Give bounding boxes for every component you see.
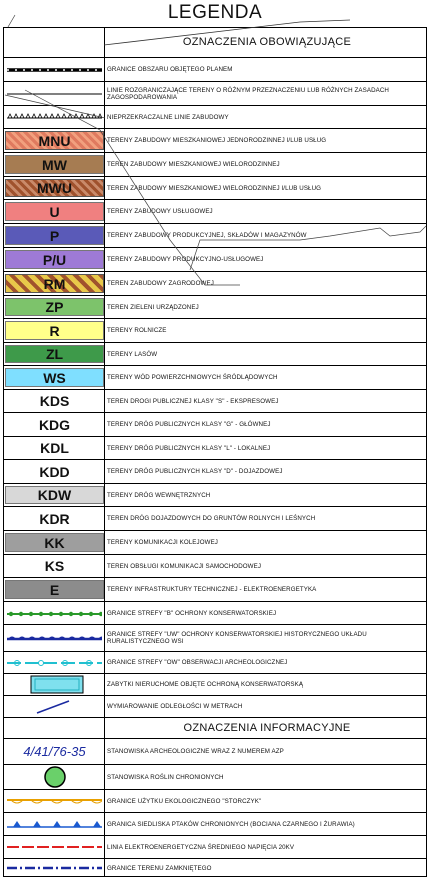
legend-code: MNU (38, 132, 71, 149)
legend-title: LEGENDA (167, 2, 263, 23)
legend-symbol-ks (5, 557, 104, 575)
section-title: OZNACZENIA INFORMACYJNE (183, 722, 351, 734)
legend-code: KDG (38, 416, 71, 433)
legend-row (3, 577, 427, 601)
legend-symbol (5, 792, 104, 810)
legend-row (3, 651, 427, 673)
legend-row (3, 81, 427, 105)
legend-description: LINIA ELEKTROENERGETYCZNA ŚREDNIEGO NAPIĘCIA 20KV (107, 843, 295, 851)
legend-code: E (49, 581, 60, 598)
legend-description: GRANICE STREFY "OW" OBSERWACJI ARCHEOLOGICZNEJ (107, 659, 288, 666)
legend-code: MWU (37, 180, 72, 196)
legend-row (3, 342, 427, 365)
legend-symbol (5, 767, 104, 787)
legend-row (3, 483, 427, 506)
legend-symbol-4417635 (5, 741, 104, 762)
legend-symbol-r (5, 321, 104, 340)
legend-symbol (5, 84, 104, 103)
legend-code: KDS (39, 393, 70, 409)
legend-description: GRANICE TERENU ZAMKNIĘTEGO (107, 864, 212, 872)
legend-symbol (5, 838, 104, 856)
legend-row (3, 812, 427, 835)
legend-code: KDL (40, 440, 69, 456)
legend-row (3, 271, 427, 295)
legend-description: TEREN ZABUDOWY ZAGRODOWEJ (107, 280, 214, 287)
legend-description: TERENY ZABUDOWY USŁUGOWEJ (107, 208, 213, 215)
legend-row (3, 436, 427, 459)
legend-symbol (5, 60, 104, 79)
legend-row (3, 764, 427, 789)
legend-code: MW (42, 156, 67, 173)
legend-row (3, 835, 427, 858)
section-header-info (3, 717, 427, 738)
legend-symbol-rm (5, 274, 104, 293)
legend-symbol (5, 676, 104, 693)
legend-row (3, 247, 427, 271)
legend-row (3, 199, 427, 223)
legend-description: TERENY DRÓG PUBLICZNYCH KLASY "D" - DOJAZDOWEJ (107, 468, 283, 475)
legend-description: NIEPRZEKRACZALNE LINIE ZABUDOWY (107, 113, 229, 121)
legend-code: KDD (39, 463, 70, 480)
legend-row (3, 459, 427, 483)
legend-description: TERENY DRÓG WEWNĘTRZNYCH (107, 491, 211, 499)
legend-code: KDR (39, 510, 70, 527)
legend-code: R (49, 322, 60, 339)
legend-row (3, 624, 427, 651)
legend-symbol-kdl (5, 439, 104, 457)
legend-symbol-ws (5, 368, 104, 387)
legend-symbol (5, 627, 104, 649)
legend-row (3, 295, 427, 318)
legend-row (3, 601, 427, 625)
legend-description: GRANICE STREFY "UW" OCHRONY KONSERWATORSKIEJ HISTORYCZNEGO UKŁADU RURALISTYCZNEGO WSI (107, 631, 367, 645)
legend-symbol-e (5, 580, 104, 599)
legend-description: TERENY ZABUDOWY MIESZKANIOWEJ JEDNORODZINNEJ I/LUB USŁUG (107, 137, 327, 144)
legend-row (3, 365, 427, 389)
legend-description: LINIE ROZGRANICZAJĄCE TERENY O RÓŻNYM PRZEZNACZENIU LUB RÓŻNYCH ZASADACH ZAGOSPODAROWANIA (107, 86, 390, 101)
legend-symbol-kds (5, 392, 104, 410)
legend-description: WYMIAROWANIE ODLEGŁOŚCI W METRACH (107, 703, 243, 710)
legend-code: WS (43, 369, 66, 386)
legend-row (3, 389, 427, 412)
legend-description: TEREN OBSŁUGI KOMUNIKACJI SAMOCHODOWEJ (107, 562, 262, 570)
legend-description: TEREN ZABUDOWY MIESZKANIOWEJ WIELORODZINNEJ I/LUB USŁUG (107, 184, 322, 192)
legend-row (3, 738, 427, 764)
legend-symbol-kdr (5, 509, 104, 528)
legend-symbol-kdw (5, 486, 104, 504)
legend-description: TERENY ROLNICZE (107, 327, 167, 334)
legend-description: TERENY LASÓW (107, 350, 158, 358)
legend-description: TERENY ZABUDOWY PRODUKCYJNEJ, SKŁADÓW I MAGAZYNÓW (107, 232, 307, 239)
legend-description: GRANICE UŻYTKU EKOLOGICZNEGO "STORCZYK" (107, 797, 262, 805)
legend-row (3, 105, 427, 128)
legend-code: P/U (42, 251, 67, 268)
legend-description: TERENY DRÓG PUBLICZNYCH KLASY "G" - GŁÓWNEJ (107, 421, 271, 428)
legend-symbol-mnu (5, 131, 104, 150)
legend-row (3, 858, 427, 877)
column-divider (104, 27, 105, 877)
azp-number: 4/41/76-35 (23, 744, 86, 759)
legend-symbol-u (5, 202, 104, 221)
legend-description: TERENY WÓD POWIERZCHNIOWYCH ŚRÓDLĄDOWYCH (107, 374, 278, 381)
legend-symbol-zl (5, 345, 104, 363)
legend-symbol-kk (5, 533, 104, 552)
legend-row (3, 318, 427, 342)
legend-symbol-pu (5, 250, 104, 269)
legend-code: P (49, 227, 60, 244)
legend-code: KDW (37, 487, 72, 503)
legend-description: TERENY DRÓG PUBLICZNYCH KLASY "L" - LOKALNEJ (107, 444, 271, 452)
legend-row (3, 554, 427, 577)
legend-symbol (5, 654, 104, 671)
legend-row (3, 57, 427, 81)
legend-symbol-kdd (5, 462, 104, 481)
legend-symbol (5, 815, 104, 833)
legend-description: TEREN DRÓG DOJAZDOWYCH DO GRUNTÓW ROLNYCH I LEŚNYCH (107, 515, 316, 522)
legend-row (3, 223, 427, 247)
legend-symbol-mwu (5, 179, 104, 197)
legend-symbol-mw (5, 155, 104, 174)
legend-description: TERENY INFRASTRUKTURY TECHNICZNEJ - ELEKTROENERGETYKA (107, 586, 317, 593)
legend-symbol-zp (5, 298, 104, 316)
legend-description: GRANICA SIEDLISKA PTAKÓW CHRONIONYCH (BOCIANA CZARNEGO I ŻURAWIA) (107, 820, 355, 828)
legend-symbol (5, 861, 104, 875)
legend-description: TERENY ZABUDOWY PRODUKCYJNO-USŁUGOWEJ (107, 256, 264, 263)
legend-row (3, 695, 427, 717)
legend-row (3, 128, 427, 152)
legend-code: U (49, 203, 60, 220)
legend-symbol-p (5, 226, 104, 245)
legend-row (3, 530, 427, 554)
legend-description: STANOWISKA ROŚLIN CHRONIONYCH (107, 773, 224, 781)
legend-row (3, 152, 427, 176)
legend-row (3, 412, 427, 436)
legend-description: STANOWISKA ARCHEOLOGICZNE WRAZ Z NUMEREM AZP (107, 748, 284, 755)
legend-description: TERENY KOMUNIKACJI KOLEJOWEJ (107, 539, 218, 546)
legend-code: KS (44, 558, 65, 574)
legend-symbol (5, 604, 104, 623)
section-header-binding (3, 27, 427, 57)
legend-row (3, 789, 427, 812)
legend-code: RM (43, 275, 66, 292)
legend-description: TEREN DROGI PUBLICZNEJ KLASY "S" - EKSPRESOWEJ (107, 397, 279, 405)
legend-symbol-kdg (5, 415, 104, 434)
legend-row (3, 673, 427, 695)
legend-code: KK (44, 534, 65, 551)
legend-symbol (5, 698, 104, 715)
legend-row (3, 176, 427, 199)
legend-description: TEREN ZIELENI URZĄDZONEJ (107, 303, 199, 311)
legend-symbol (5, 108, 104, 126)
legend-row (3, 506, 427, 530)
legend-description: GRANICE OBSZARU OBJĘTEGO PLANEM (107, 66, 233, 73)
legend-description: GRANICE STREFY "B" OCHRONY KONSERWATORSKIEJ (107, 610, 277, 617)
legend-description: TEREN ZABUDOWY MIESZKANIOWEJ WIELORODZINNEJ (107, 161, 280, 168)
section-title: OZNACZENIA OBOWIĄZUJĄCE (182, 36, 352, 48)
legend-code: ZP (45, 299, 64, 315)
legend-description: ZABYTKI NIERUCHOME OBJĘTE OCHRONĄ KONSERWATORSKĄ (107, 681, 304, 688)
legend-code: ZL (45, 346, 64, 362)
